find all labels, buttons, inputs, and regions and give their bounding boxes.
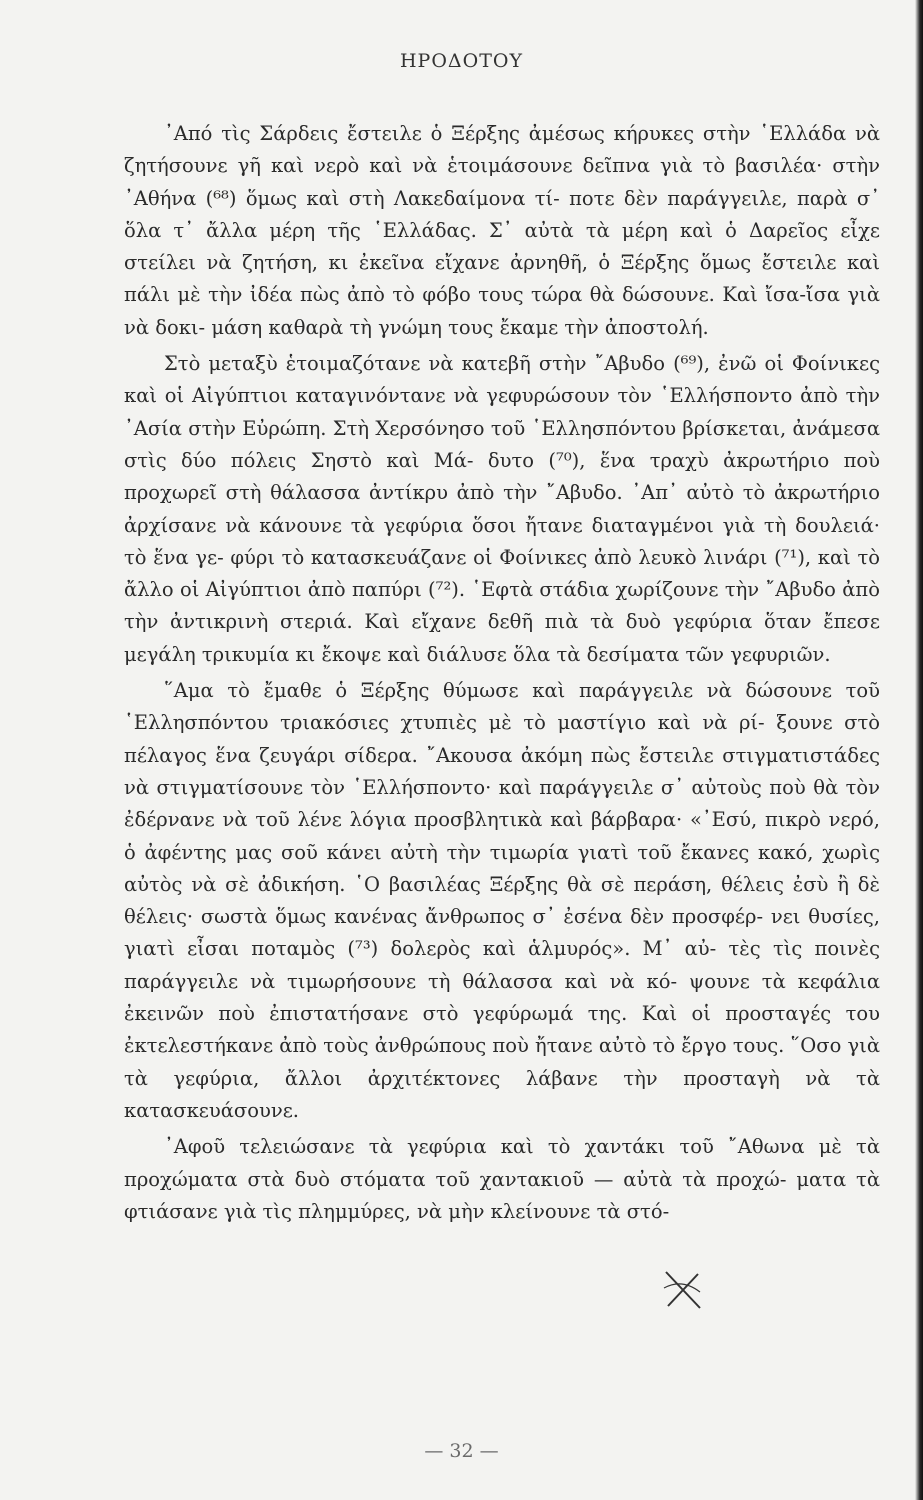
paragraph-4: ᾿Αφοῦ τελειώσανε τὰ γεφύρια καὶ τὸ χαντάκι τοῦ ῎Αθωνα μὲ τὰ προχώματα στὰ δυὸ στόματα τοῦ χαντακιοῦ — αὐτὰ τὰ προχώ- ματα τὰ φτιάσανε γιὰ τὶς πλημμύρες, νὰ μὴν κλείνουνε τὰ στό- xyxy=(124,1135,880,1223)
body-text xyxy=(124,118,880,1228)
page-edge-shadow xyxy=(915,0,923,1500)
page-number: — 32 — xyxy=(424,1440,499,1462)
handwritten-cross-mark xyxy=(660,1268,704,1312)
paragraph-1: ᾿Από τὶς Σάρδεις ἔστειλε ὁ Ξέρξης ἀμέσως κήρυκες στὴν ῾Ελλάδα νὰ ζητήσουνε γῆ καὶ νερὸ καὶ νὰ ἑτοιμάσουνε δεῖπνα γιὰ τὸ βασιλέα· στὴν ᾿Αθήνα (⁶⁸) ὅμως καὶ στὴ Λακεδαίμονα τί- ποτε δὲν παράγγειλε, παρὰ σ᾿ ὅλα τ᾿ ἄλλα μέρη τῆς ῾Ελλάδας. Σ᾿ αὐτὰ τὰ μέρη καὶ ὁ Δαρεῖος εἶχε στείλει νὰ ζητήση, κι ἐκεῖνα εἴχανε ἀρνηθῆ, ὁ Ξέρξης ὅμως ἔστειλε καὶ πάλι μὲ τὴν ἰδέα πὼς ἀπὸ τὸ φόβο τους τώρα θὰ δώσουνε. Καὶ ἴσα-ἴσα γιὰ νὰ δοκι- μάση καθαρὰ τὴ γνώμη τους ἔκαμε τὴν ἀποστολή. xyxy=(124,122,880,339)
paragraph-2: Στὸ μεταξὺ ἑτοιμαζότανε νὰ κατεβῆ στὴν ῎Αβυδο (⁶⁹), ἐνῶ οἱ Φοίνικες καὶ οἱ Αἰγύπτιοι καταγινόντανε νὰ γεφυρώσουν τὸν ῾Ελλήσποντο ἀπὸ τὴν ᾿Ασία στὴν Εὐρώπη. Στὴ Χερσόνησο τοῦ ῾Ελλησπόντου βρίσκεται, ἀνάμεσα στὶς δύο πόλεις Σηστὸ καὶ Μά- δυτο (⁷⁰), ἕνα τραχὺ ἀκρωτήριο ποὺ προχωρεῖ στὴ θάλασσα ἀντίκρυ ἀπὸ τὴν ῎Αβυδο. ᾿Απ᾿ αὐτὸ τὸ ἀκρωτήριο ἀρχίσανε νὰ κάνουνε τὰ γεφύρια ὅσοι ἤτανε διαταγμένοι γιὰ τὴ δουλειά· τὸ ἕνα γε- φύρι τὸ κατασκευάζανε οἱ Φοίνικες ἀπὸ λευκὸ λινάρι (⁷¹), καὶ τὸ ἄλλο οἱ Αἰγύπτιοι ἀπὸ παπύρι (⁷²). ῾Εφτὰ στάδια χωρίζουνε τὴν ῎Αβυδο ἀπὸ τὴν ἀντικρινὴ στεριά. Καὶ εἴχανε δεθῆ πιὰ τὰ δυὸ γεφύρια ὅταν ἔπεσε μεγάλη τρικυμία κι ἔκοψε καὶ διάλυσε ὅλα τὰ δεσίματα τῶν γεφυριῶν. xyxy=(124,352,880,666)
paragraph-3: ῞Αμα τὸ ἔμαθε ὁ Ξέρξης θύμωσε καὶ παράγγειλε νὰ δώσουνε τοῦ ῾Ελλησπόντου τριακόσιες χτυπιὲς μὲ τὸ μαστίγιο καὶ νὰ ρί- ξουνε στὸ πέλαγος ἕνα ζευγάρι σίδερα. ῎Ακουσα ἀκόμη πὼς ἔστειλε στιγματιστάδες νὰ στιγματίσουνε τὸν ῾Ελλήσποντο· καὶ παράγγειλε σ᾿ αὐτοὺς ποὺ θὰ τὸν ἐδέρνανε νὰ τοῦ λένε λόγια προσβλητικὰ καὶ βάρβαρα· «᾿Εσύ, πικρὸ νερό, ὁ ἀφέντης μας σοῦ κάνει αὐτὴ τὴν τιμωρία γιατὶ τοῦ ἔκανες κακό, χωρὶς αὐτὸς νὰ σὲ ἀδικήση. ῾Ο βασιλέας Ξέρξης θὰ σὲ περάση, θέλεις ἐσὺ ἢ δὲ θέλεις· σωστὰ ὅμως κανένας ἄνθρωπος σ᾿ ἐσένα δὲν προσφέρ- νει θυσίες, γιατὶ εἶσαι ποταμὸς (⁷³) δολερὸς καὶ ἁλμυρός». Μ᾿ αὐ- τὲς τὶς ποινὲς παράγγειλε νὰ τιμωρήσουνε τὴ θάλασσα καὶ νὰ κό- ψουνε τὰ κεφάλια ἐκεινῶν ποὺ ἐπιστατήσανε στὸ γεφύρωμά της. Καὶ οἱ προσταγές του ἐκτελεστήκανε ἀπὸ τοὺς ἀνθρώπους ποὺ ἤτανε αὐτὸ τὸ ἔργο τους. ῞Οσο γιὰ τὰ γεφύρια, ἄλλοι ἀρχιτέκτονες λάβανε τὴν προσταγὴ νὰ τὰ κατασκευάσουνε. xyxy=(124,679,880,1122)
running-head: ΗΡΟΔΟΤΟΥ xyxy=(399,50,524,72)
